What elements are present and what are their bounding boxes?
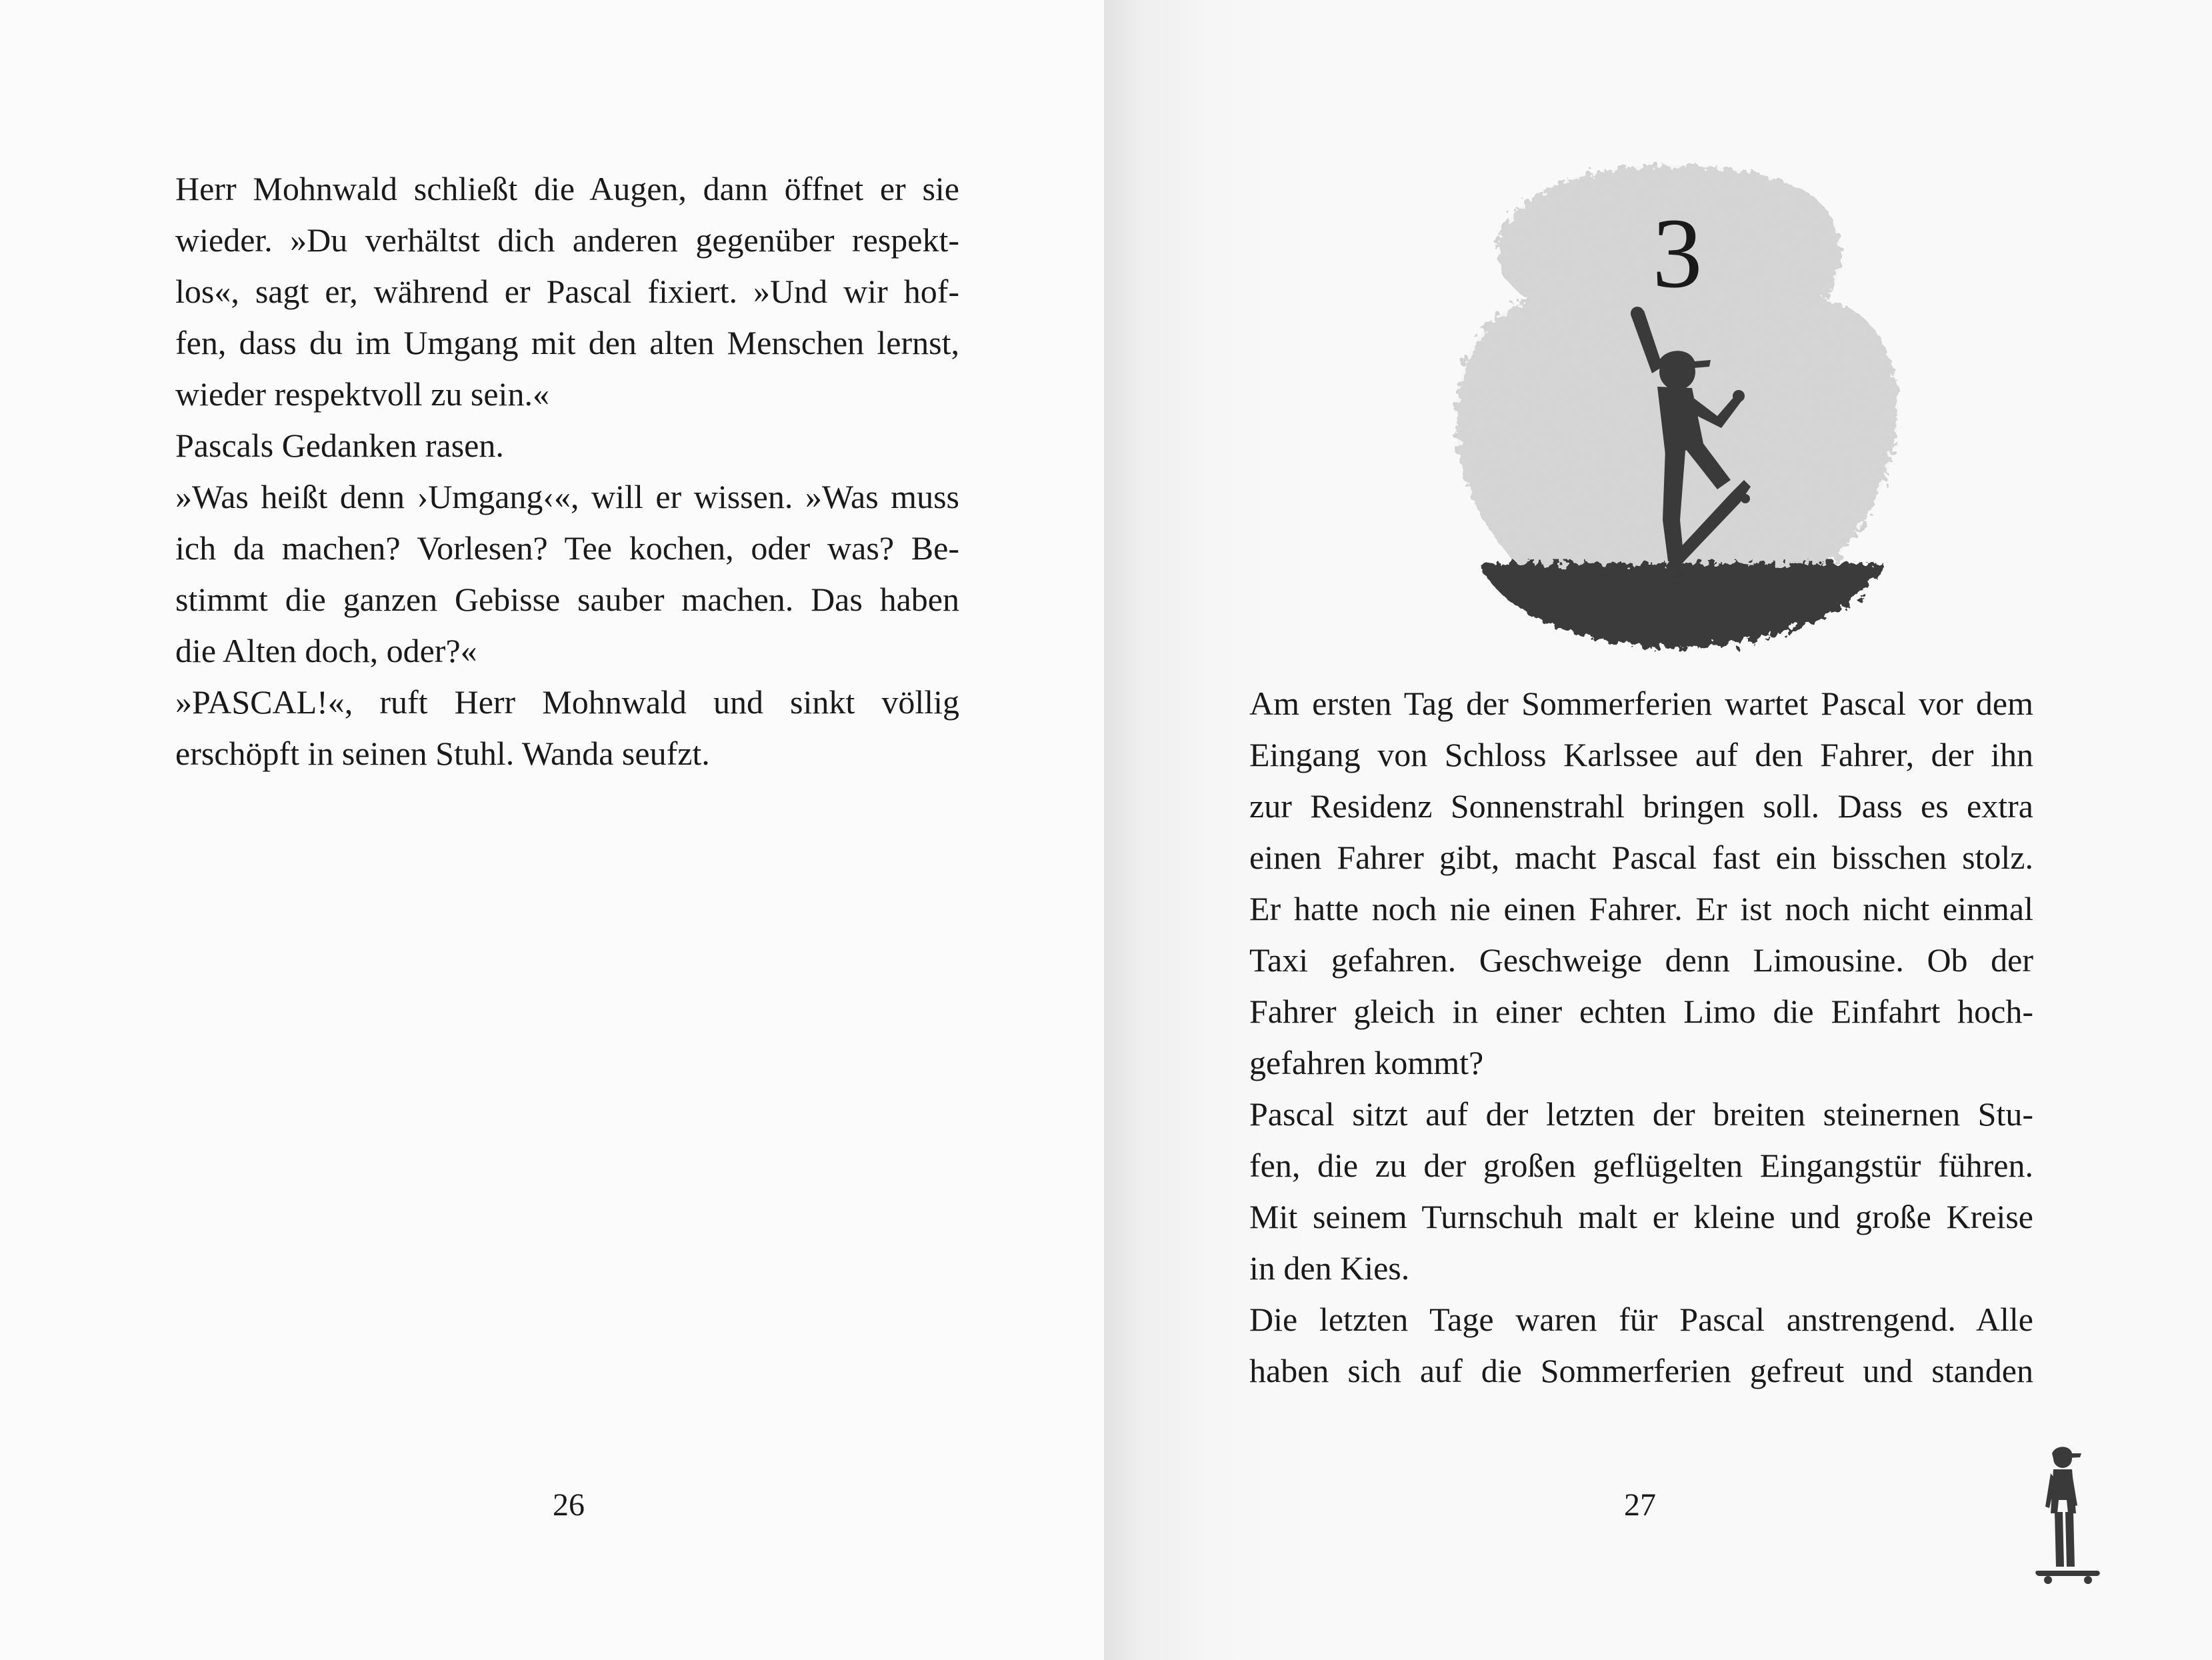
right-page-text xyxy=(1249,678,2033,1397)
text-line: Eingang von Schloss Karlssee auf den Fahrer, der ihn xyxy=(1249,736,2033,773)
text-line: Pascals Gedanken rasen. xyxy=(175,427,504,464)
text-line: los«, sagt er, während er Pascal fixiert. »Und wir hof- xyxy=(175,273,959,310)
text-line: Pascal sitzt auf der letzten der breiten steinernen Stu- xyxy=(1249,1095,2033,1133)
left-page xyxy=(0,0,1104,1660)
text-line: Fahrer gleich in einer echten Limo die Einfahrt hoch- xyxy=(1249,993,2033,1030)
text-line: erschöpft in seinen Stuhl. Wanda seufzt. xyxy=(175,735,710,772)
text-line: ich da machen? Vorlesen? Tee kochen, oder was? Be- xyxy=(175,529,959,567)
text-line: »Was heißt denn ›Umgang‹«, will er wissen. »Was muss xyxy=(175,478,959,515)
text-line: wieder. »Du verhältst dich anderen gegenüber respekt- xyxy=(175,221,959,259)
text-line: fen, dass du im Umgang mit den alten Menschen lernst, xyxy=(175,324,959,361)
text-line: Herr Mohnwald schließt die Augen, dann öffnet er sie xyxy=(175,170,959,207)
text-line: »PASCAL!«, ruft Herr Mohnwald und sinkt völlig xyxy=(175,683,959,721)
skateboarder-standing-icon xyxy=(2031,1440,2104,1587)
text-line: Am ersten Tag der Sommerferien wartet Pascal vor dem xyxy=(1249,685,2033,722)
text-line: haben sich auf die Sommerferien gefreut und standen xyxy=(1249,1352,2033,1389)
text-line: Er hatte noch nie einen Fahrer. Er ist noch nicht einmal xyxy=(1249,890,2033,927)
page-number-right: 27 xyxy=(1624,1487,1656,1523)
text-line: die Alten doch, oder?« xyxy=(175,632,477,669)
text-line: zur Residenz Sonnenstrahl bringen soll. Dass es extra xyxy=(1249,787,2033,825)
right-page xyxy=(1104,0,2212,1660)
text-line: in den Kies. xyxy=(1249,1249,1410,1287)
text-line: wieder respektvoll zu sein.« xyxy=(175,375,549,413)
chapter-number: 3 xyxy=(1652,198,1703,309)
text-line: Die letzten Tage waren für Pascal anstrengend. Alle xyxy=(1249,1301,2033,1338)
text-line: Taxi gefahren. Geschweige denn Limousine. Ob der xyxy=(1249,941,2033,979)
text-line: Mit seinem Turnschuh malt er kleine und große Kreise xyxy=(1249,1198,2033,1235)
left-page-text xyxy=(175,163,959,779)
text-line: stimmt die ganzen Gebisse sauber machen. Das haben xyxy=(175,581,959,618)
chapter-illustration xyxy=(1417,147,1937,653)
text-line: einen Fahrer gibt, macht Pascal fast ein bisschen stolz. xyxy=(1249,839,2033,876)
page-number-left: 26 xyxy=(553,1487,585,1523)
text-line: fen, die zu der großen geflügelten Eingangstür führen. xyxy=(1249,1147,2033,1184)
text-line: gefahren kommt? xyxy=(1249,1044,1484,1081)
